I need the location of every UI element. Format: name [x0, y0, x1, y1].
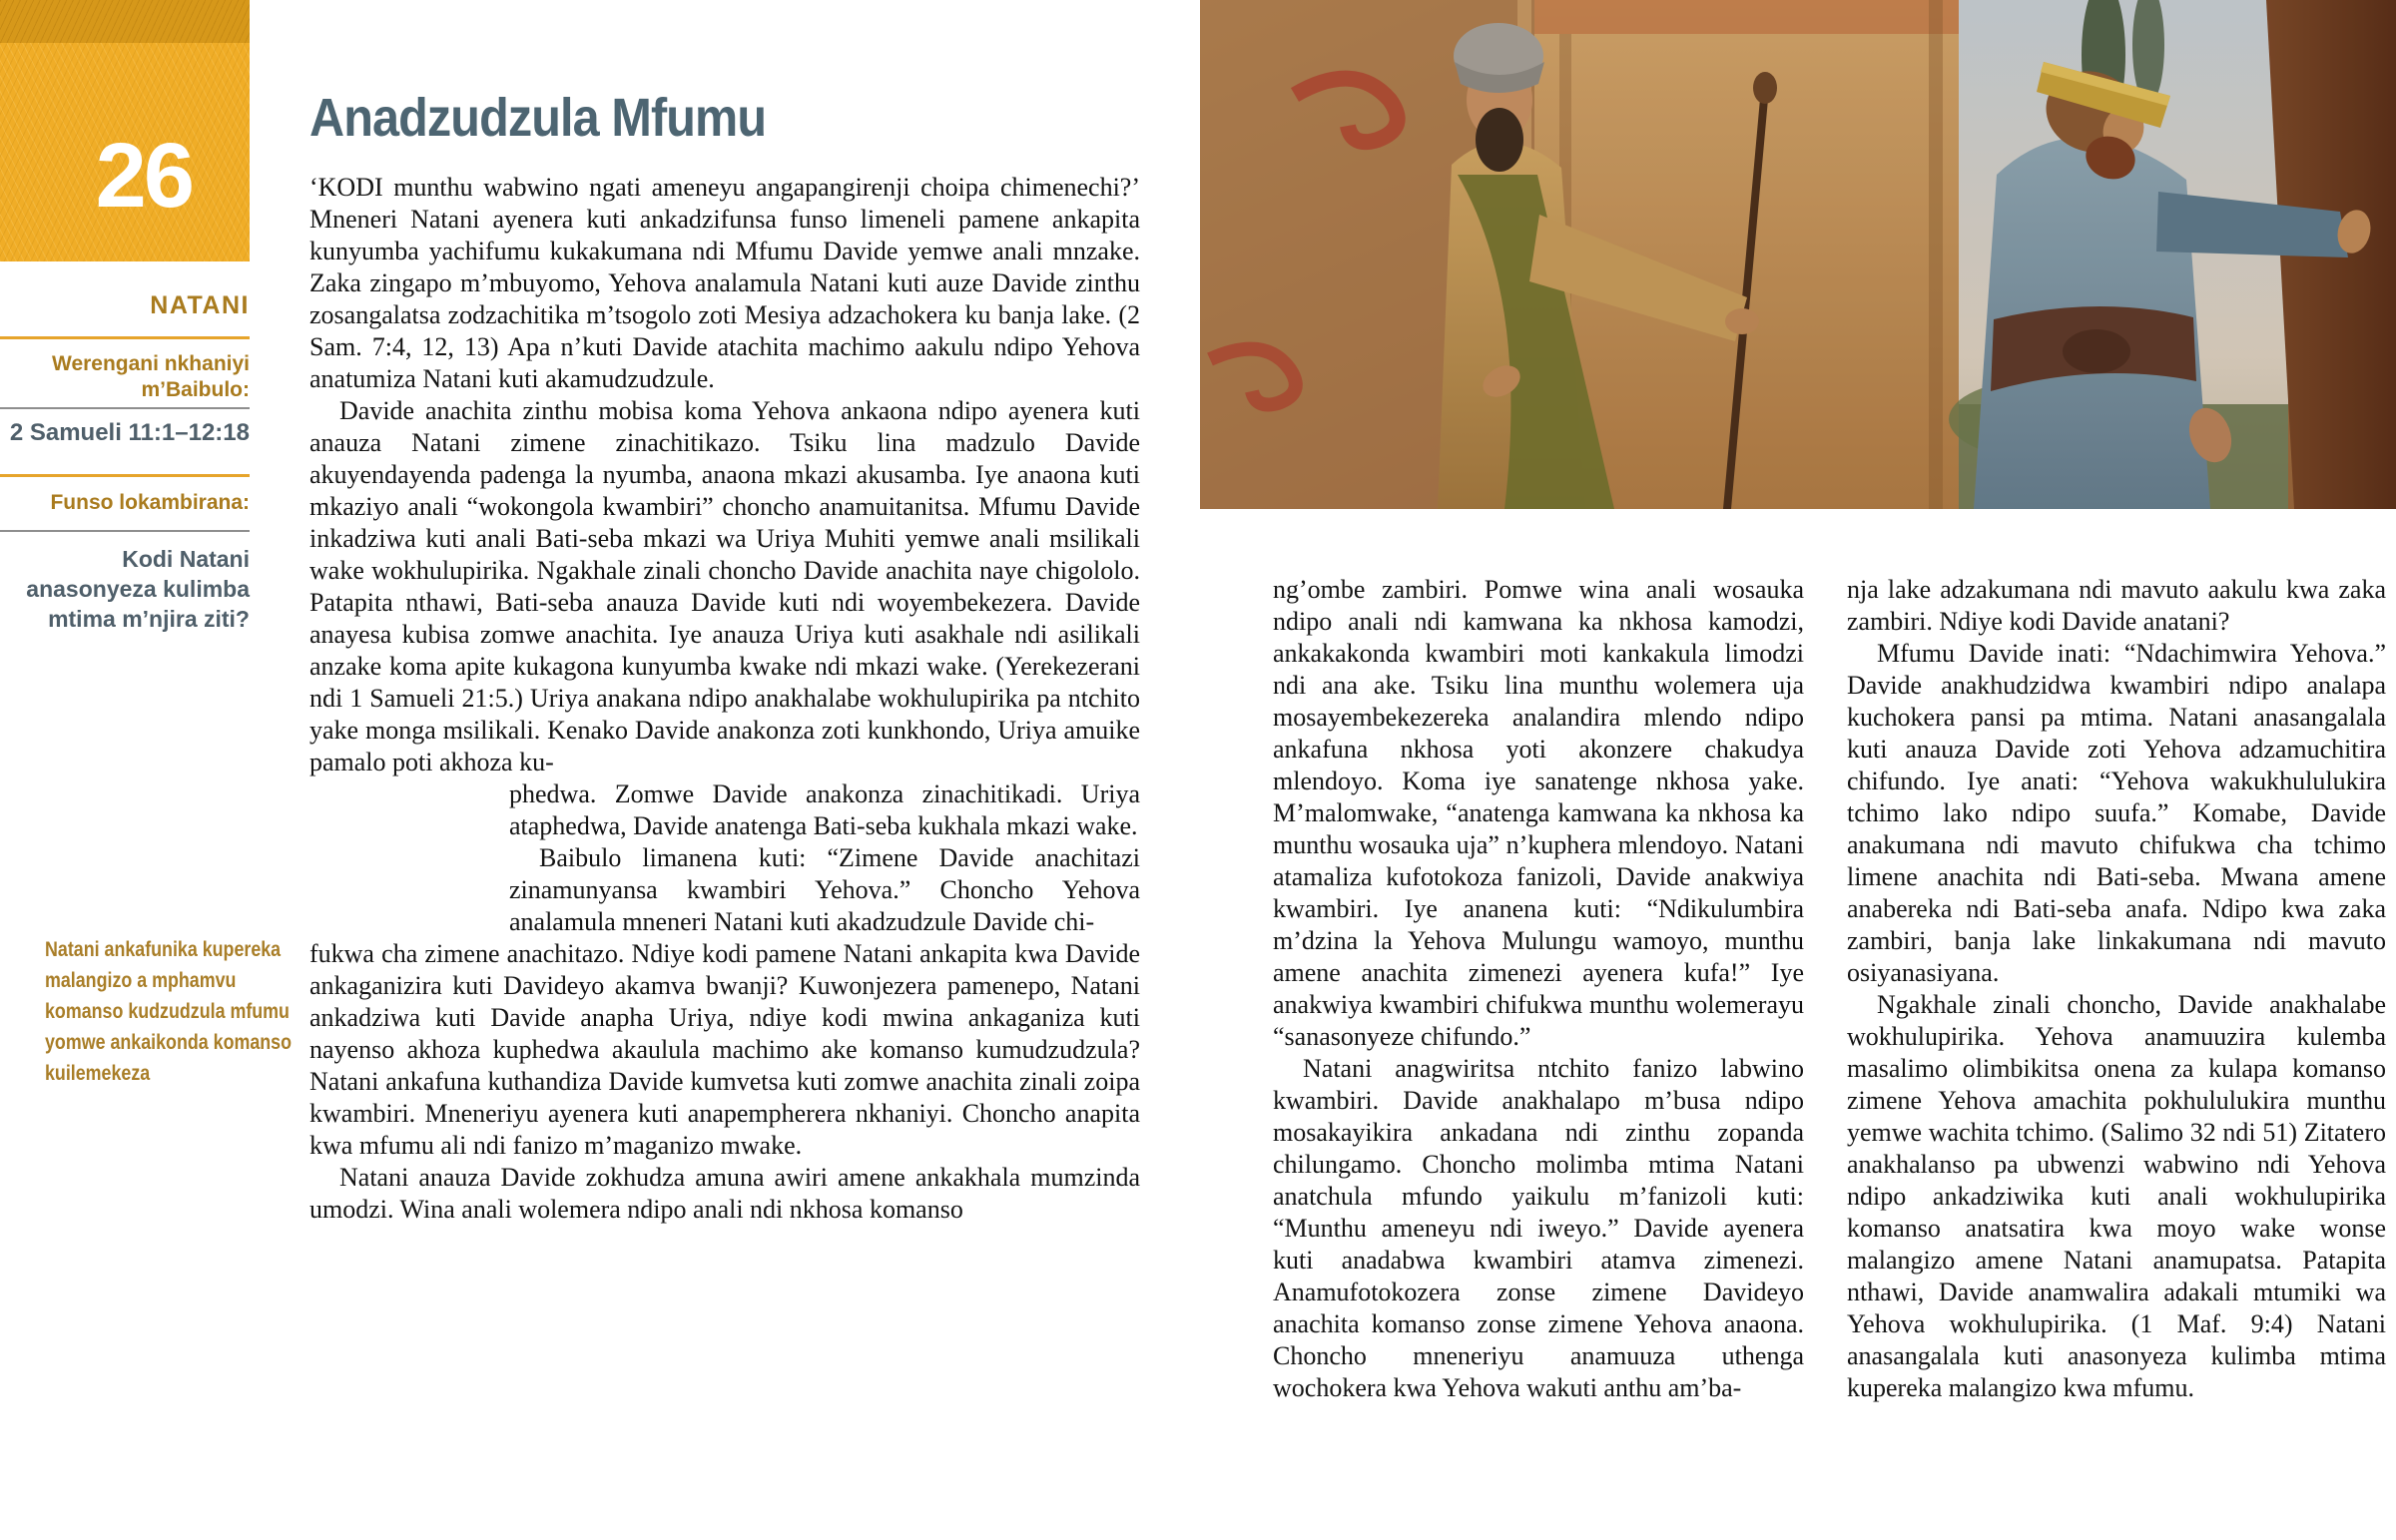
illustration-nathan-rebukes-david	[1200, 0, 2396, 509]
vignette-overlay	[1200, 0, 2396, 509]
article-column-3	[1847, 574, 2386, 1404]
question-text: Kodi Natani anasonyeza kulimba mtima m’njira ziti?	[26, 546, 250, 632]
column1-block-full-bottom	[309, 938, 1140, 1226]
paragraph: Ngakhale zinali choncho, Davide anakhalabe wokhulupirika. Yehova anamuuzira kulemba masalimo olimbikitsa onena za kulapa komanso zimene Yehova amachita pokhululukira munthu yemwe wachita tchimo. (Salimo 32 ndi 51) Zitatero anakhalanso pa ubwenzi wabwino ndi Yehova ndipo ankadziwika kuti anali wokhulupirika komanso anatsatira kwa moyo wake wonse malangizo amene Natani anamupatsa. Patapita nthawi, Davide anamwalira adakali mtumiki wa Yehova wokhulupirika. (1 Maf. 9:4) Natani anasangalala kuti anasonyeza kulimba mtima kupereka malangizo kwa mfumu.	[1847, 990, 2386, 1402]
divider-orange-1	[0, 336, 250, 339]
paragraph: Natani anagwiritsa ntchito fanizo labwino kwambiri. Davide anakhalapo m’busa ndipo mosakayikira ankadana ndi zinthu zopanda chilungamo. Choncho molimba mtima Natani anatchula mfundo yaikulu m’fanizoli kuti: “Munthu ameneyu ndi iweyo.” Davide ayenera kuti anadabwa kwambiri atamva zimenezi. Anamufotokozera zonse zimene Davideyo anachita komanso zonse zimene Yehova anaona. Choncho mneneriyu anamuuza uthenga wochokera kwa Yehova wakuti anthu am’ba-	[1273, 1054, 1804, 1402]
paragraph: phedwa. Zomwe Davide anakonza zinachitikadi. Uriya ataphedwa, Davide anatenga Bati-seba kukhala mkazi wake.	[509, 779, 1140, 840]
paragraph: nja lake adzakumana ndi mavuto aakulu kwa zaka zambiri. Ndiye kodi Davide anatani?	[1847, 575, 2386, 636]
column1-block-full-top	[309, 172, 1140, 778]
article-title: Anadzudzula Mfumu	[309, 88, 767, 148]
paragraph: Baibulo limanena kuti: “Zimene Davide anachitazi zinamunyansa kwambiri Yehova.” Choncho Yehova analamula mneneri Natani kuti akadzudzule Davide chi-	[509, 843, 1140, 936]
chapter-block-top-band	[0, 0, 250, 43]
paragraph: ng’ombe zambiri. Pomwe wina anali wosauka ndipo anali ndi kamwana ka nkhosa kamodzi, ankakakonda kwambiri moti kankakula limodzi ndi ana ake. Tsiku lina munthu wolemera uja mosayembekezereka analandira mlendo ndipo ankafuna nkhosa yoti akonzere chakudya mlendoyo. Koma iye sanatenge nkhosa yake. M’malomwake, “anatenga kamwana ka nkhosa ka munthu wosauka uja” n’kuphera mlendoyo. Natani atamaliza kufotokoza fanizoli, Davide anakwiya kwambiri. Iye ananena kuti: “Ndikulumbira m’dzina la Yehova Mulungu wamoyo, munthu amene anachita zimenezi ayenera kufa!” Iye anakwiya kwambiri chifukwa munthu wolemerayu “sanasonyeze chifundo.”	[1273, 575, 1804, 1051]
paragraph: Natani anauza Davide zokhudza amuna awiri amene ankakhala mumzinda umodzi. Wina anali wolemera ndipo anali ndi nkhosa komanso	[309, 1163, 1140, 1224]
reading-reference: 2 Samueli 11:1–12:18	[9, 419, 250, 446]
paragraph: Mfumu Davide inati: “Ndachimwira Yehova.” Davide anakhudzidwa kwambiri ndipo analapa kuchokera pansi pa mtima. Natani anasangalala kuti anauza Davide zoti Yehova adzamuchitira chifundo. Iye anati: “Yehova wakukhululukira tchimo lako ndipo suufa.” Komabe, Davide anakumana ndi mavuto chifukwa cha tchimo limene anachita ndi Bati-seba. Mwana amene anabereka ndi Bati-seba anafa. Ndipo kwa zaka zambiri, banja lake linkakumana ndi mavuto osiyanasiyana.	[1847, 639, 2386, 987]
article-column-2	[1273, 574, 1804, 1404]
chapter-number-block	[0, 0, 250, 261]
reading-label: Werengani nkhaniyi m’Baibulo:	[52, 352, 250, 401]
question-label: Funso lokambirana:	[50, 491, 250, 514]
column1-block-wrapped	[509, 778, 1140, 938]
paragraph: Davide anachita zinthu mobisa koma Yehova ankaona ndipo ayenera kuti anauza Natani zimene zinachitikazo. Tsiku lina madzulo Davide akuyendayenda padenga la nyumba, anaona mkazi akusamba. Iye anaona kuti mkaziyo anali “wokongola kwambiri” choncho anamuitanitsa. Mfumu Davide inkadziwa kuti anali Bati-seba mkazi wa Uriya Muhiti yemwe anali msilikali wake wokhulupirika. Ngakhale zinali choncho Davide anachita naye chigololo. Patapita nthawi, Bati-seba anauza Davide kuti ndi woyembekezera. Davide anayesa kubisa zomwe anachita. Iye anauza Uriya kuti asakhale ndi asilikali anzake koma apite kukagona kunyumba kwake ndi mkazi wake. (Yerekezerani ndi 1 Samueli 21:5.) Uriya anakana ndipo anakhalabe wokhulupirika pa ntchito yake monga msilikali. Kenako Davide anakonza zoti kunkhondo, Uriya amuike pamalo poti akhoza ku-	[309, 396, 1140, 776]
section-label: NATANI	[150, 291, 250, 319]
chapter-number: 26	[95, 125, 192, 227]
divider-gray-1	[0, 407, 250, 409]
paragraph: fukwa cha zimene anachitazo. Ndiye kodi pamene Natani ankapita kwa Davide ankaganizira kuti Davideyo akamva bwanji? Kuwonjezera pamenepo, Natani ankadziwa kuti Davide anapha Uriya, ndiye kodi mwina ankaganiza kuti nayenso akhoza kuphedwa akaulula machimo ake komanso kumudzudzula? Natani ankafuna kuthandiza Davide kumvetsa kuti zomwe anachita zinali zoipa kwambiri. Mneneriyu ayenera kuti anapempherera nkhaniyi. Choncho anapita kwa mfumu ali ndi fanizo m’maganizo mwake.	[309, 939, 1140, 1160]
illustration-svg	[1200, 0, 2396, 509]
divider-orange-2	[0, 474, 250, 477]
article-column-1	[309, 90, 1140, 1226]
paragraph: ‘KODI munthu wabwino ngati ameneyu angapangirenji choipa chimenechi?’ Mneneri Natani ayenera kuti ankadzifunsa funso limeneli pamene ankapita kunyumba yachifumu kukakumana ndi Mfumu Davide yemwe anali mnzake. Zaka zingapo m’mbuyomo, Yehova analamula Natani kuti auze Davide zinthu zosangalatsa zodzachitika m’tsogolo zoti Mesiya adzachokera ku banja lake. (2 Sam. 7:4, 12, 13) Apa n’kuti Davide atachita machimo aakulu ndipo Yehova anatumiza Natani kuti akamudzudzule.	[309, 173, 1140, 393]
divider-gray-2	[0, 530, 250, 532]
pull-quote: Natani ankafunika kupereka malangizo a mphamvu komanso kudzudzula mfumu yomwe ankaikonda komanso kuilemekeza	[45, 938, 293, 1085]
